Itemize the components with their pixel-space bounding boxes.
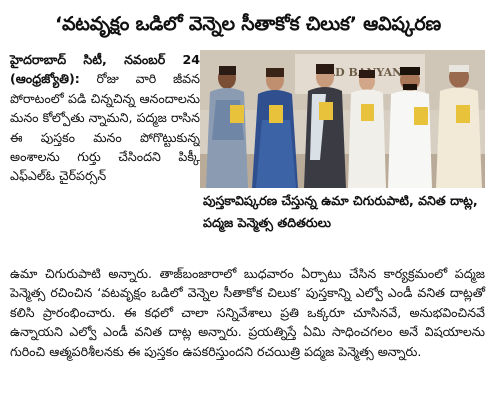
photo-caption: పుస్తకావిష్కరణ చేస్తున్న ఉమా చిగురుపాటి, వనిత దాట్ల, పద్మజ పెన్మెత్స తదితరులు: [203, 193, 478, 230]
article-dateline: హైదరాబాద్ సిటీ, నవంబర్ 24 (ఆంధ్రజ్యోతి):: [10, 52, 200, 87]
article-headline: ‘వటవృక్షం ఒడిలో వెన్నెల సీతాకోక చిలుక’ ఆవిష్కరణ: [54, 13, 441, 35]
article-lead-text: రోజు వారి జీవన పోరాటంలో పడి చిన్నచిన్న ఆనందాలను మనం కోల్పోతు న్నామని, పద్మజ రాసిన ఈ పుస్తకం మనం పోగొట్టుకున్న అంశాలను గుర్తు చేసిందని పిక్కీ ఎఫ్ఎల్ఓ చైర్‌పర్సన్: [10, 71, 200, 184]
article-lead-column: [10, 50, 200, 186]
article-body-text: ఉమా చిగురుపాటి అన్నారు. తాజ్‌బంజారాలో బుధవారం ఏర్పాటు చేసిన కార్యక్రమంలో పద్మజ పెన్మెత్స రచించిన ‘వటవృక్షం ఒడిలో వెన్నెల సీతాకోక చిలుక’ పుస్తకాన్ని ఎల్వో ఎండీ వనిత దాట్లతో కలిసి ప్రారంభించారు. ఈ కధలో చాలా సన్నివేశాలు ప్రతి ఒక్కరూ చూసినవే, అనుభవించినవే ఉన్నాయని ఎల్వో ఎండీ వనిత దాట్ల అన్నారు. ప్రయత్నిస్తే ఏమి సాధించగలం అనే విషయాలను గురించి ఆత్మపరిశీలనకు ఈ పుస్తకం ఉపకరిస్తుందని రచయిత్రి పద్మజ పెన్మెత్స అన్నారు.: [10, 266, 485, 359]
event-photo: [200, 50, 485, 188]
banner-text: BANYAN: [348, 66, 403, 79]
event-photo-illustration: [200, 50, 485, 188]
